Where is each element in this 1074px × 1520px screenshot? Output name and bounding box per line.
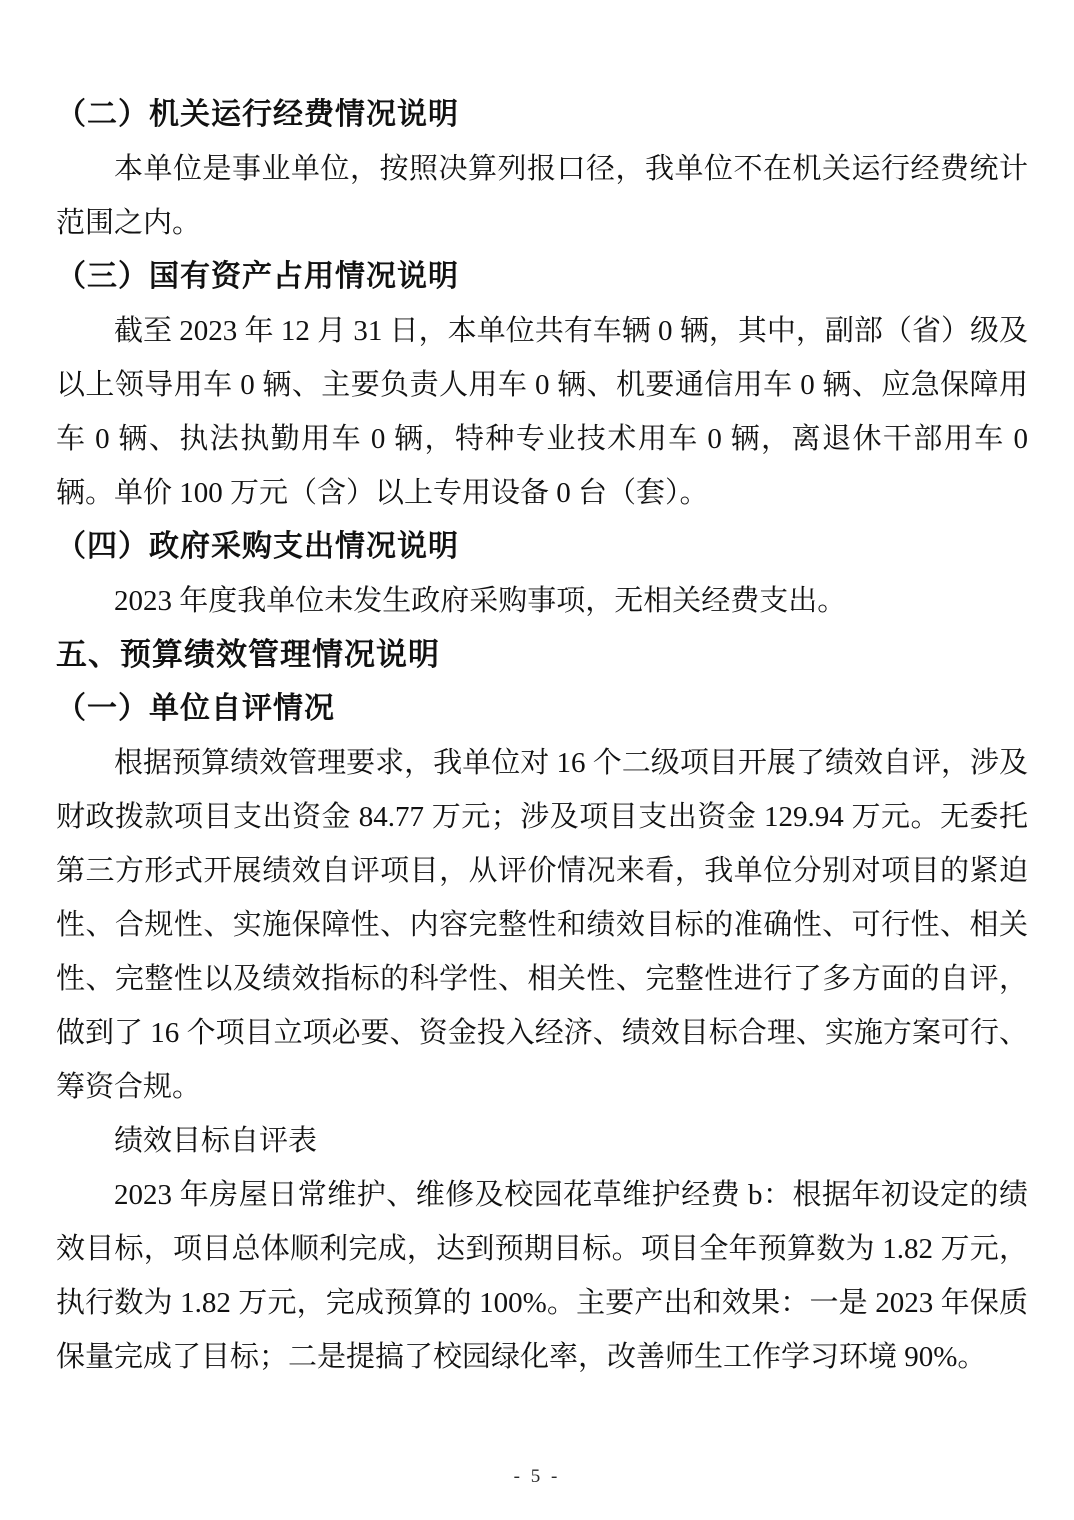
- section-heading-org-operating-funds: （二）机关运行经费情况说明: [56, 98, 459, 131]
- section-heading-self-evaluation: （一）单位自评情况: [56, 692, 335, 725]
- paragraph-org-operating-funds: 本单位是事业单位，按照决算列报口径，我单位不在机关运行经费统计范围之内。: [56, 153, 1028, 239]
- paragraph-self-evaluation: 根据预算绩效管理要求，我单位对 16 个二级项目开展了绩效自评，涉及财政拨款项目支出资金 84.77 万元；涉及项目支出资金 129.94 万元。无委托第三方形式开展绩效自评项目，从评价情况来看，我单位分别对项目的紧迫性、合规性、实施保障性、内容完整性和绩效目标的准确性、可行性、相关性、完整性以及绩效指标的科学性、相关性、完整性进行了多方面的自评，做到了 16 个项目立项必要、资金投入经济、绩效目标合理、实施方案可行、筹资合规。: [56, 747, 1028, 1103]
- chapter-heading-budget-performance: 五、预算绩效管理情况说明: [56, 637, 440, 672]
- page-number: - 5 -: [513, 1466, 561, 1487]
- paragraph-gov-procurement: 2023 年度我单位未发生政府采购事项，无相关经费支出。: [114, 585, 847, 617]
- section-heading-gov-procurement: （四）政府采购支出情况说明: [56, 530, 459, 563]
- paragraph-performance-target-table-caption: 绩效目标自评表: [114, 1125, 318, 1157]
- paragraph-maintenance-project-evaluation: 2023 年房屋日常维护、维修及校园花草维护经费 b：根据年初设定的绩效目标，项目总体顺利完成，达到预期目标。项目全年预算数为 1.82 万元，执行数为 1.82 万元，完成预算的 100%。主要产出和效果：一是 2023 年保质保量完成了目标；二是提搞了校园绿化率，改善师生工作学习环境 90%。: [56, 1179, 1028, 1373]
- section-heading-state-assets: （三）国有资产占用情况说明: [56, 260, 459, 293]
- paragraph-state-assets: 截至 2023 年 12 月 31 日，本单位共有车辆 0 辆，其中，副部（省）级及以上领导用车 0 辆、主要负责人用车 0 辆、机要通信用车 0 辆、应急保障用车 0 辆、执法执勤用车 0 辆，特种专业技术用车 0 辆，离退休干部用车 0 辆。单价 100 万元（含）以上专用设备 0 台（套）。: [56, 315, 1028, 509]
